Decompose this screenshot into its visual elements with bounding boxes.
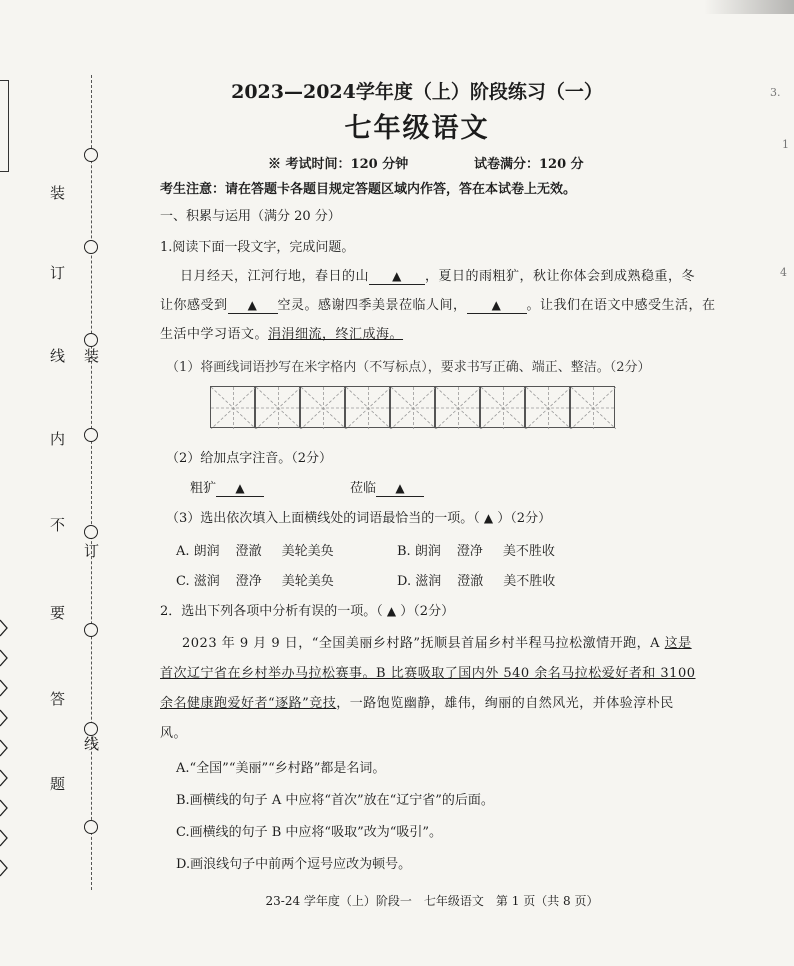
option-b: B. 朗润 澄净 美不胜收 xyxy=(397,544,555,559)
q2-option-c: C.画横线的句子 B 中应将“吸取”改为“吸引”。 xyxy=(176,825,443,840)
pinyin-item-1: 粗犷 ▲ xyxy=(190,477,264,497)
grid-cell xyxy=(300,386,345,428)
binding-hole xyxy=(84,428,98,442)
binding-char: 装 xyxy=(84,347,100,365)
writing-grid xyxy=(210,386,615,428)
binding-char: 要 xyxy=(50,604,66,622)
binding-char: 不 xyxy=(50,516,66,534)
binding-hole xyxy=(84,240,98,254)
q1-sub2: （2）给加点字注音。（2分） xyxy=(166,451,333,466)
underlined-phrase: 涓涓细流，终汇成海。 xyxy=(268,327,404,342)
option-d: D. 滋润 澄澈 美不胜收 xyxy=(397,574,556,589)
answer-blank-mark: ▲ xyxy=(247,298,258,312)
grid-cell xyxy=(435,386,480,428)
q1-passage-line: 让你感受到 ▲ 空灵。感谢四季美景莅临人间， ▲ 。让我们在语文中感受生活，在 xyxy=(160,298,716,313)
grid-cell xyxy=(480,386,525,428)
binding-char: 线 xyxy=(84,735,100,753)
question-2-stem: 2．选出下列各项中分析有误的一项。（ ▲ ）（2分） xyxy=(160,604,455,619)
option-a: A. 朗润 澄澈 美轮美奂 xyxy=(176,544,334,559)
q2-option-d: D.画浪线句子中前两个逗号应改为顿号。 xyxy=(176,857,412,872)
grid-cell xyxy=(390,386,435,428)
binding-hole xyxy=(84,623,98,637)
option-c: C. 滋润 澄净 美轮美奂 xyxy=(176,574,334,589)
q1-passage-line: 生活中学习语文。涓涓细流，终汇成海。 xyxy=(160,327,404,342)
grid-cell xyxy=(525,386,570,428)
q1-passage-line: 日月经天，江河行地，春日的山 ▲ ，夏日的雨粗犷，秋让你体会到成熟稳重，冬 xyxy=(180,269,696,284)
answer-blank-mark: ▲ xyxy=(386,604,397,618)
page-footer: 23-24 学年度（上）阶段一 七年级语文 第 1 页（共 8 页） xyxy=(265,894,599,908)
margin-diamond-pattern xyxy=(0,610,14,880)
q2-passage-line: 余名健康跑爱好者“逐路”竞技，一路饱览幽静，雄伟，绚丽的自然风光，并体验淳朴民 xyxy=(160,696,674,711)
q2-option-b: B.画横线的句子 A 中应将“首次”放在“辽宁省”的后面。 xyxy=(176,793,494,808)
exam-score: 试卷满分：120 分 xyxy=(474,157,584,172)
answer-blank-mark: ▲ xyxy=(395,481,405,495)
binding-char: 内 xyxy=(50,430,66,448)
binding-char: 线 xyxy=(50,347,66,365)
binding-char: 订 xyxy=(84,542,100,560)
binding-char: 答 xyxy=(50,690,66,708)
margin-mark: 3. xyxy=(770,86,781,99)
answer-blank-mark: ▲ xyxy=(392,269,402,283)
pinyin-item-2: 莅临 ▲ xyxy=(350,477,424,497)
q1-sub1: （1）将画线词语抄写在米字格内（不写标点），要求书写正确、端正、整洁。（2分） xyxy=(166,360,651,375)
binding-hole xyxy=(84,148,98,162)
answer-blank-mark: ▲ xyxy=(483,511,494,525)
grid-cell xyxy=(345,386,390,428)
binding-hole xyxy=(84,820,98,834)
margin-mark: 4 xyxy=(780,266,787,279)
grid-cell xyxy=(570,386,615,428)
subject-title: 七年级语文 xyxy=(344,113,490,144)
binding-char: 装 xyxy=(50,184,66,202)
q2-passage-line: 2023 年 9 月 9 日，“全国美丽乡村路”抚顺县首届乡村半程马拉松激情开跑，A 这是 xyxy=(182,636,692,651)
exam-notice: 考生注意：请在答题卡各题目规定答题区域内作答，答在本试卷上无效。 xyxy=(160,182,577,197)
binding-char: 题 xyxy=(50,775,66,793)
binding-dashed-line xyxy=(91,75,92,890)
q2-option-a: A.“全国”“美丽”“乡村路”都是名词。 xyxy=(176,761,386,776)
scan-smudge xyxy=(704,0,794,14)
exam-title: 2023—2024学年度（上）阶段练习（一） xyxy=(231,81,603,103)
q1-sub3: （3）选出依次填入上面横线处的词语最恰当的一项。（ ▲ ）（2分） xyxy=(166,511,552,526)
answer-blank-mark: ▲ xyxy=(491,298,502,312)
margin-mark: 1 xyxy=(782,138,789,151)
binding-hole xyxy=(84,525,98,539)
answer-blank-mark: ▲ xyxy=(235,481,245,495)
grid-cell xyxy=(210,386,255,428)
section-heading: 一、积累与运用（满分 20 分） xyxy=(160,209,341,224)
grid-cell xyxy=(255,386,300,428)
exam-time: ※ 考试时间：120 分钟 xyxy=(268,157,409,172)
q2-passage-line: 风。 xyxy=(160,726,188,741)
q2-passage-line: 首次辽宁省在乡村举办马拉松赛事。B 比赛吸取了国内外 540 余名马拉松爱好者和 3100 xyxy=(160,666,696,681)
question-1-stem: 1.阅读下面一段文字，完成问题。 xyxy=(160,240,355,255)
binding-char: 订 xyxy=(50,264,66,282)
